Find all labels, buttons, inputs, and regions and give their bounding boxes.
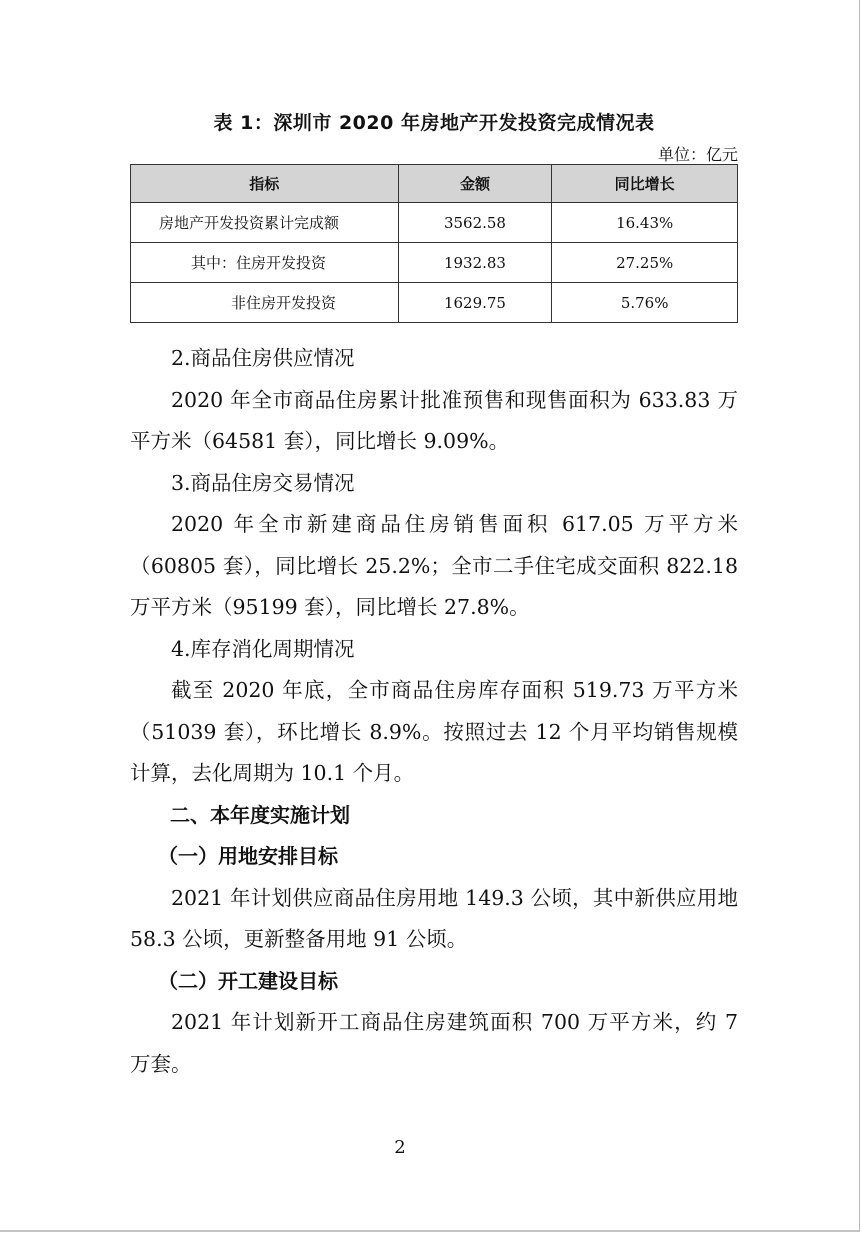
subsection-heading: （一）用地安排目标	[158, 844, 338, 868]
table-header-row	[131, 165, 738, 203]
table-row	[131, 203, 738, 243]
paragraph: 截至 2020 年底，全市商品住房库存面积 519.73 万平方米（51039 套），环比增长 8.9%。按照过去 12 个月平均销售规模计算，去化周期为 10.1 个月。	[130, 678, 738, 785]
table-title: 表 1：深圳市 2020 年房地产开发投资完成情况表	[213, 112, 655, 134]
header-amount: 金额	[398, 165, 552, 203]
paragraph: 2021 年计划供应商品住房用地 149.3 公顷，其中新供应用地 58.3 公顷，更新整备用地 91 公顷。	[130, 885, 738, 951]
row-growth: 16.43%	[552, 203, 738, 243]
row-amount: 1932.83	[398, 243, 552, 283]
row-label: 其中：住房开发投资	[131, 243, 399, 283]
investment-table	[130, 164, 738, 323]
section-heading: 2.商品住房供应情况	[171, 346, 355, 370]
subsection-heading: （二）开工建设目标	[158, 968, 338, 993]
section-heading: 3.商品住房交易情况	[171, 470, 355, 495]
table-row	[131, 283, 738, 323]
row-growth: 27.25%	[552, 243, 738, 283]
paragraph: 2020 年全市商品住房累计批准预售和现售面积为 633.83 万平方米（64581 套），同比增长 9.09%。	[130, 387, 738, 453]
part-heading: 二、本年度实施计划	[170, 802, 350, 827]
paragraph: 2021 年计划新开工商品住房建筑面积 700 万平方米，约 7 万套。	[130, 1010, 738, 1076]
row-label: 房地产开发投资累计完成额	[131, 203, 399, 243]
paragraph: 2020 年全市新建商品住房销售面积 617.05 万平方米（60805 套），同比增长 25.2%；全市二手住宅成交面积 822.18 万平方米（95199 套），同比增长 27.8%。	[130, 512, 738, 619]
body-text	[130, 338, 738, 1085]
row-amount: 3562.58	[398, 203, 552, 243]
table-row	[131, 243, 738, 283]
header-indicator: 指标	[131, 165, 399, 203]
page-number: 2	[394, 1137, 406, 1158]
table-unit: 单位：亿元	[657, 145, 738, 164]
row-growth: 5.76%	[552, 283, 738, 323]
section-heading: 4.库存消化周期情况	[171, 636, 355, 661]
header-growth: 同比增长	[552, 165, 738, 203]
row-label: 非住房开发投资	[131, 283, 399, 323]
row-amount: 1629.75	[398, 283, 552, 323]
